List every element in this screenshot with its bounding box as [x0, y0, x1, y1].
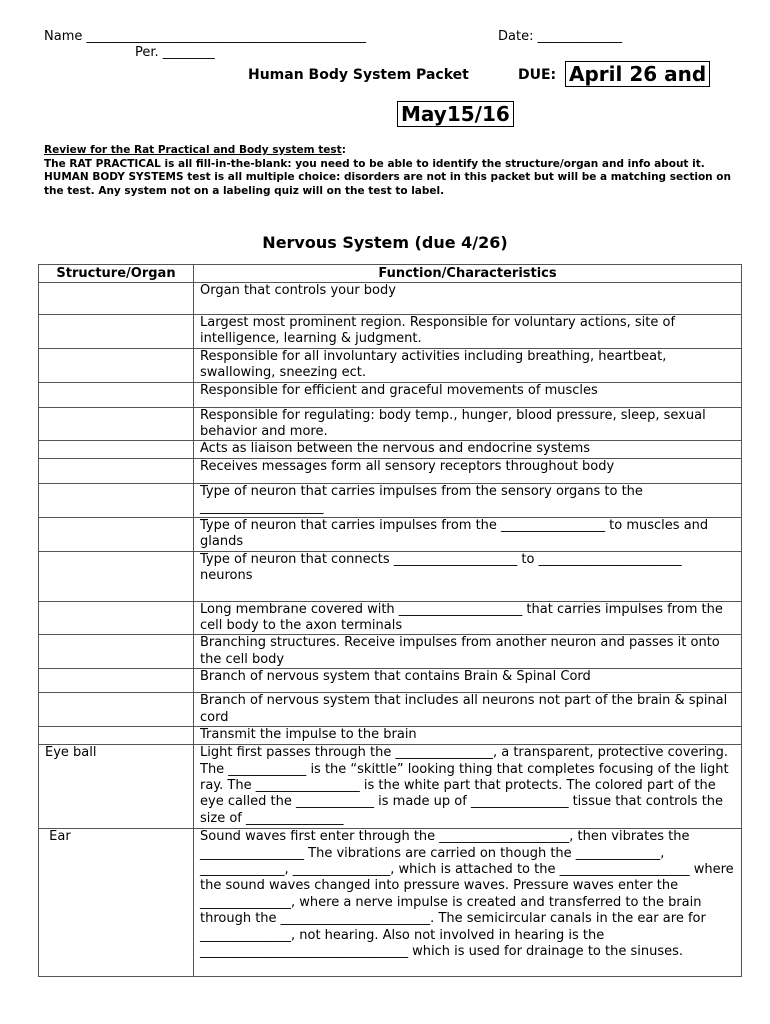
table-row — [39, 382, 742, 407]
structure-cell[interactable] — [39, 635, 194, 669]
due-label: DUE: — [518, 67, 557, 83]
period-field: Per. ________ — [135, 45, 215, 60]
table-header-row — [39, 265, 742, 283]
table-row — [39, 727, 742, 745]
function-cell: Light first passes through the _______________, a transparent, protective covering. The ____________ is the “skittle” looking thing that completes focusing of the light ray. The ________________ is the white part that protects. The colored part of the eye called the ____________ is made up of _______________ tissue that controls the size of _______________ — [194, 745, 742, 829]
nervous-system-table — [38, 264, 742, 977]
name-field: Name ___________________________________________ — [44, 29, 366, 44]
function-cell: Type of neuron that carries impulses from the sensory organs to the ___________________ — [194, 483, 742, 517]
structure-cell[interactable] — [39, 441, 194, 458]
function-cell: Responsible for regulating: body temp., hunger, blood pressure, sleep, sexual behavior and more. — [194, 407, 742, 441]
structure-cell[interactable] — [39, 727, 194, 745]
function-cell: Transmit the impulse to the brain — [194, 727, 742, 745]
table-row — [39, 407, 742, 441]
function-cell: Organ that controls your body — [194, 283, 742, 315]
review-notes — [44, 144, 744, 198]
table-row — [39, 483, 742, 517]
table-row — [39, 551, 742, 601]
structure-cell: Eye ball — [39, 745, 194, 829]
function-cell: Branch of nervous system that contains Brain & Spinal Cord — [194, 669, 742, 693]
packet-title: Human Body System Packet — [248, 67, 469, 83]
table-row — [39, 635, 742, 669]
rat-practical-note: The RAT PRACTICAL is all fill-in-the-blank: you need to be able to identify the structure/organ and info about it. — [44, 157, 705, 170]
structure-cell[interactable] — [39, 483, 194, 517]
due-date-line2: May15/16 — [397, 101, 514, 127]
function-cell: Receives messages form all sensory receptors throughout body — [194, 458, 742, 483]
table-row — [39, 601, 742, 635]
due-date-line1: April 26 and — [565, 61, 710, 87]
review-heading: Review for the Rat Practical and Body system test: — [44, 144, 346, 156]
table-row — [39, 745, 742, 829]
table-row — [39, 458, 742, 483]
structure-cell: Ear — [39, 829, 194, 977]
function-cell: Acts as liaison between the nervous and endocrine systems — [194, 441, 742, 458]
function-cell: Largest most prominent region. Responsible for voluntary actions, site of intelligence, learning & judgment. — [194, 315, 742, 349]
table-row — [39, 517, 742, 551]
structure-cell[interactable] — [39, 517, 194, 551]
date-field: Date: _____________ — [498, 29, 623, 44]
function-cell: Responsible for all involuntary activities including breathing, heartbeat, swallowing, sneezing ect. — [194, 348, 742, 382]
structure-cell[interactable] — [39, 458, 194, 483]
table-row — [39, 283, 742, 315]
structure-cell[interactable] — [39, 315, 194, 349]
structure-cell[interactable] — [39, 283, 194, 315]
section-title: Nervous System (due 4/26) — [262, 233, 508, 252]
structure-cell[interactable] — [39, 348, 194, 382]
table-row — [39, 315, 742, 349]
table-row — [39, 693, 742, 727]
table-row — [39, 348, 742, 382]
structure-cell[interactable] — [39, 407, 194, 441]
structure-cell[interactable] — [39, 601, 194, 635]
structure-cell[interactable] — [39, 382, 194, 407]
function-cell: Type of neuron that connects ___________________ to ______________________ neurons — [194, 551, 742, 601]
structure-cell[interactable] — [39, 669, 194, 693]
column-header-function: Function/Characteristics — [194, 265, 742, 283]
function-cell: Branch of nervous system that includes all neurons not part of the brain & spinal cord — [194, 693, 742, 727]
function-cell: Responsible for efficient and graceful movements of muscles — [194, 382, 742, 407]
body-systems-note: HUMAN BODY SYSTEMS test is all multiple choice: disorders are not in this packet but will be a matching section on the test. Any system not on a labeling quiz will on the test to label. — [44, 171, 731, 197]
function-cell: Long membrane covered with ___________________ that carries impulses from the cell body to the axon terminals — [194, 601, 742, 635]
structure-cell[interactable] — [39, 693, 194, 727]
table-row — [39, 441, 742, 458]
table-row — [39, 829, 742, 977]
function-cell: Sound waves first enter through the ____________________, then vibrates the ________________ The vibrations are carried on though the _____________, _____________, _______________, which is attached to the ____________________ where the sound waves changed into pressure waves. Pressure waves enter the ______________, where a nerve impulse is created and transferred to the brain through the _______________________. The semicircular canals in the ear are for ______________, not hearing. Also not involved in hearing is the ________________________________ which is used for drainage to the sinuses. — [194, 829, 742, 977]
function-cell: Branching structures. Receive impulses from another neuron and passes it onto the cell body — [194, 635, 742, 669]
structure-cell[interactable] — [39, 551, 194, 601]
table-row — [39, 669, 742, 693]
function-cell: Type of neuron that carries impulses from the ________________ to muscles and glands — [194, 517, 742, 551]
column-header-structure: Structure/Organ — [39, 265, 194, 283]
